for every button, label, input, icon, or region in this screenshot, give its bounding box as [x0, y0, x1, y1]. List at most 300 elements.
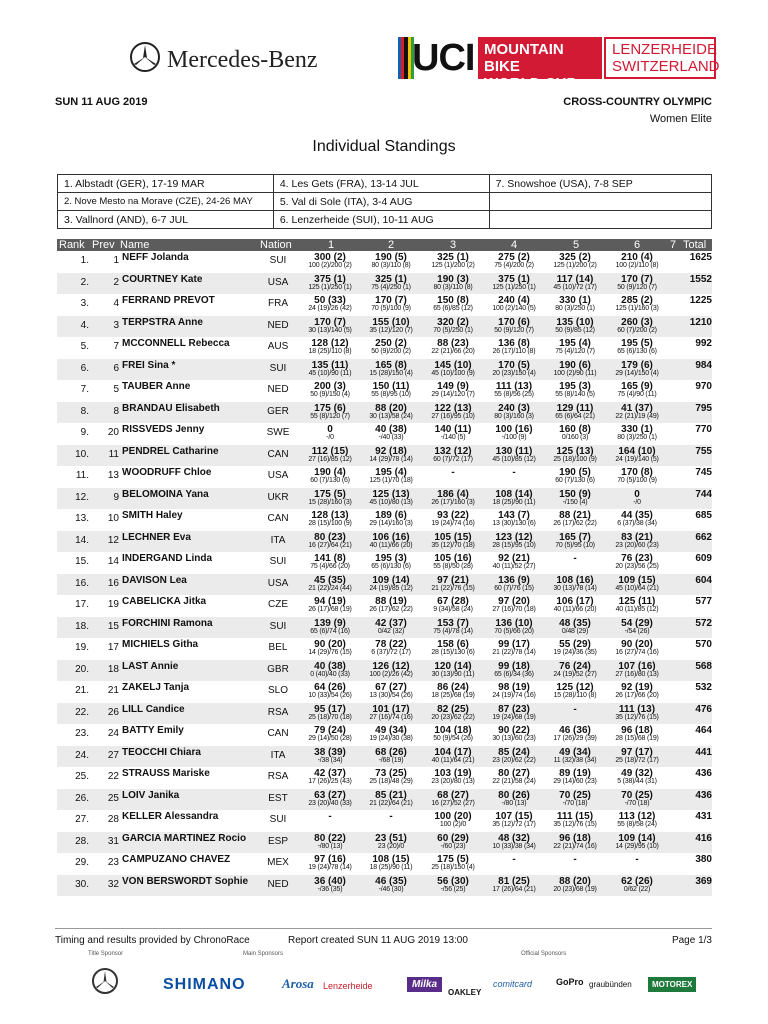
round-breakdown: 21 (22)/24 (44): [308, 584, 352, 592]
rank-cell: 20.: [75, 663, 89, 675]
prev-rank-cell: 27: [107, 749, 119, 761]
rider-name: VON BERSWORDT Sophie: [122, 875, 249, 887]
round-points: 149 (9): [437, 381, 469, 392]
round-points: 132 (12): [434, 445, 472, 457]
round-points: 125 (12): [556, 682, 594, 693]
round-breakdown: 20 (23)/56 (25): [615, 563, 659, 570]
round-breakdown: 29 (14)/50 (28): [308, 735, 352, 742]
rank-cell: 13.: [75, 513, 89, 524]
rank-cell: 18.: [75, 620, 89, 632]
round-breakdown: 27 (16)/85 (12): [308, 455, 352, 463]
venue-cell: [489, 193, 711, 211]
rank-cell: 21.: [75, 685, 89, 696]
round-breakdown: 16 (27)/52 (27): [431, 799, 475, 807]
rider-name: STRAUSS Mariske: [122, 768, 210, 779]
total-points: 609: [695, 553, 712, 564]
total-points: 685: [695, 510, 712, 521]
category: Women Elite: [649, 113, 712, 125]
table-row: [57, 746, 712, 768]
round-points: 190 (3): [437, 273, 469, 285]
round-points: 170 (8): [621, 467, 653, 478]
prev-rank-cell: 10: [107, 513, 119, 524]
round-points: 160 (8): [559, 424, 591, 435]
nation-cell: SWE: [266, 427, 290, 438]
round-breakdown: 65 (6)/74 (16): [310, 627, 350, 635]
venue-cell: 5. Val di Sole (ITA), 3-4 AUG: [273, 193, 489, 211]
round-points: 92 (18): [375, 445, 407, 457]
nation-cell: SUI: [269, 620, 287, 632]
round-points: 79 (24): [314, 725, 346, 736]
round-points: 123 (12): [495, 531, 533, 543]
round-breakdown: 15 (28)/160 (3): [308, 498, 352, 506]
round-points: 190 (6): [559, 359, 591, 371]
rank-cell: 7.: [80, 384, 89, 395]
rank-cell: 12.: [75, 491, 89, 503]
round-breakdown: 100 (2)/90 (11): [553, 369, 597, 377]
nation-cell: NED: [267, 878, 289, 890]
table-row: [57, 294, 712, 316]
round-points: 97 (16): [314, 854, 346, 865]
rank-cell: 5.: [80, 341, 89, 352]
rider-name: ZAKELJ Tanja: [122, 682, 190, 693]
table-row: [57, 251, 712, 273]
standings-header: [57, 239, 712, 251]
venue-cell: 1. Albstadt (GER), 17-19 MAR: [58, 175, 274, 193]
round-points: 330 (1): [559, 295, 591, 306]
prev-rank-cell: 13: [107, 470, 119, 481]
rider-name: RISSVEDS Jenny: [122, 424, 205, 435]
round-points: 175 (5): [314, 488, 346, 500]
table-row: [57, 337, 712, 359]
round-points: 67 (28): [437, 596, 469, 607]
round-points: 99 (17): [498, 639, 530, 650]
round-points: 105 (16): [434, 553, 472, 564]
round-breakdown: 50 (9)/85 (12): [555, 326, 595, 334]
round-breakdown: 100 (2)/140 (5): [492, 305, 536, 312]
total-points: 744: [695, 488, 712, 500]
total-points: 441: [695, 746, 712, 758]
round-breakdown: 27 (16)/95 (10): [431, 412, 475, 420]
round-points: 108 (14): [495, 488, 533, 500]
round-points: 128 (13): [311, 510, 349, 521]
round-breakdown: 30 (13)/58 (24): [369, 412, 413, 420]
round-points: 92 (19): [621, 682, 653, 693]
round-points: 97 (21): [437, 574, 469, 586]
round-points: 240 (3): [498, 402, 530, 414]
round-points: 106 (16): [372, 531, 410, 543]
round-points: 96 (18): [621, 725, 653, 736]
round-points: 136 (9): [498, 574, 530, 586]
round-points: 106 (17): [556, 596, 594, 607]
prev-rank-cell: 26: [107, 706, 119, 718]
round-breakdown: 60 (7)/130 (6): [555, 477, 595, 484]
round-points: 86 (24): [437, 682, 469, 693]
round-breakdown: 70 (5)/250 (1): [433, 326, 473, 334]
rider-name: LOIV Janika: [122, 789, 180, 801]
round-points: 44 (35): [621, 510, 653, 521]
round-breakdown: -/54 (26): [624, 627, 650, 635]
round-points: 49 (34): [559, 746, 591, 758]
round-points: 83 (21): [621, 531, 653, 543]
round-points: 179 (6): [621, 359, 653, 371]
round-breakdown: 75 (4)/78 (14): [433, 627, 473, 635]
round-points: 88 (21): [559, 510, 591, 521]
round-breakdown: 22 (21)/74 (16): [553, 842, 597, 850]
round-points: 49 (32): [621, 768, 653, 779]
round-breakdown: 0 (40)/40 (33): [310, 670, 350, 678]
round-breakdown: 0/62 (22): [623, 885, 651, 893]
round-breakdown: 70 (5)/95 (10): [555, 541, 595, 549]
prev-rank-cell: 18: [107, 663, 119, 675]
round-points: 141 (8): [314, 553, 346, 564]
round-points: 136 (10): [495, 617, 533, 629]
venue-cell: 3. Vallnord (AND), 6-7 JUL: [58, 211, 274, 229]
round-points: 109 (14): [618, 832, 656, 844]
round-breakdown: 27 (16)/70 (18): [492, 606, 536, 613]
round-points: 76 (24): [559, 660, 591, 672]
round-breakdown: 80 (3)/160 (3): [494, 412, 534, 420]
round-points: -: [328, 811, 332, 822]
rider-name: SMITH Haley: [122, 510, 183, 521]
round-points: 170 (7): [375, 295, 407, 306]
table-row: [57, 875, 712, 897]
round-points: 62 (26): [621, 875, 653, 887]
table-row: [57, 380, 712, 402]
total-points: 795: [695, 402, 712, 414]
round-breakdown: 55 (8)/50 (28): [433, 563, 473, 570]
round-breakdown: 26 (17)/160 (3): [431, 498, 475, 506]
round-points: 165 (9): [621, 381, 653, 392]
table-row: [57, 488, 712, 510]
nation-cell: CAN: [267, 448, 289, 460]
arosa-logo: Arosa: [282, 976, 314, 991]
venue-table: [57, 174, 712, 229]
round-points: 80 (27): [498, 768, 530, 779]
round-breakdown: 65 (6)/130 (6): [617, 348, 657, 355]
round-points: 158 (6): [437, 639, 469, 650]
round-points: 135 (10): [556, 316, 594, 328]
round-breakdown: 125 (1)/70 (18): [369, 477, 413, 484]
nation-cell: GER: [267, 405, 289, 417]
rank-cell: 19.: [75, 642, 89, 653]
round-points: 68 (26): [375, 746, 407, 758]
round-breakdown: 21 (22)/64 (21): [369, 799, 413, 807]
round-breakdown: 24 (19)/85 (12): [369, 584, 413, 592]
round-breakdown: 27 (16)/80 (13): [615, 670, 659, 678]
prev-rank-cell: 4: [113, 298, 119, 309]
table-row: [57, 638, 712, 660]
nation-cell: CAN: [267, 728, 289, 739]
table-row: [57, 767, 712, 789]
round-breakdown: 75 (4)/250 (1): [371, 283, 411, 291]
rank-cell: 29.: [75, 857, 89, 868]
round-breakdown: 80 (3)/110 (8): [433, 283, 473, 291]
round-breakdown: 0/42 (32): [377, 627, 405, 635]
round-points: 107 (15): [495, 811, 533, 822]
round-points: 41 (37): [621, 402, 653, 414]
rank-cell: 26.: [75, 792, 89, 804]
rider-name: MICHIELS Githa: [122, 639, 199, 650]
round-points: 130 (11): [495, 445, 533, 457]
rank-cell: 14.: [75, 534, 89, 546]
round-points: 153 (7): [437, 617, 469, 629]
round-breakdown: 13 (30)/54 (26): [369, 692, 413, 699]
round-breakdown: 70 (5)/66 (20): [494, 627, 534, 635]
total-points: 572: [695, 617, 712, 629]
round-points: 107 (16): [618, 660, 656, 672]
total-points: 770: [695, 424, 712, 435]
round-breakdown: 100 (2)/200 (2): [308, 262, 352, 269]
round-points: 320 (2): [437, 316, 469, 328]
round-breakdown: 17 (26)/29 (39): [553, 735, 597, 742]
round-points: 210 (4): [621, 252, 653, 263]
round-breakdown: 35 (12)/70 (18): [431, 541, 475, 549]
round-breakdown: 28 (15)/68 (19): [615, 735, 659, 742]
nation-cell: NED: [267, 319, 289, 331]
round-breakdown: 40 (11)/64 (21): [431, 756, 475, 764]
round-breakdown: 50 (9)/120 (7): [617, 283, 657, 291]
rider-name: FERRAND PREVOT: [122, 295, 215, 306]
round-breakdown: 125 (1)/200 (2): [431, 262, 475, 269]
total-points: 1552: [689, 273, 712, 285]
table-row: [57, 832, 712, 854]
rank-cell: 2.: [80, 276, 89, 288]
round-breakdown: 22 (21)/66 (20): [431, 348, 475, 355]
rider-name: TEOCCHI Chiara: [122, 746, 201, 758]
round-points: 129 (11): [556, 402, 594, 414]
venue-logo: LENZERHEIDE SWITZERLAND: [604, 37, 716, 79]
round-breakdown: 18 (25)/68 (19): [431, 692, 475, 699]
round-points: 89 (19): [559, 768, 591, 779]
round-points: 275 (2): [498, 252, 530, 263]
round-breakdown: -/140 (5): [440, 434, 466, 441]
total-points: 436: [695, 768, 712, 779]
round-breakdown: 19 (24)/30 (38): [369, 735, 413, 742]
round-points: 330 (1): [621, 424, 653, 435]
total-points: 1210: [689, 316, 712, 328]
prev-rank-cell: 23: [107, 857, 119, 868]
round-points: 170 (7): [621, 273, 653, 285]
round-points: 90 (20): [314, 639, 346, 650]
footer: [55, 928, 712, 946]
prev-rank-cell: 14: [107, 556, 119, 567]
round-points: 136 (8): [498, 338, 530, 349]
rider-name: LECHNER Eva: [122, 531, 191, 543]
round-breakdown: 40 (11)/66 (20): [553, 606, 597, 613]
rank-cell: 23.: [75, 728, 89, 739]
round-breakdown: 100 (2)/110 (8): [615, 262, 659, 269]
round-points: 92 (21): [498, 553, 530, 564]
rank-cell: 4.: [80, 319, 89, 331]
nation-cell: USA: [267, 470, 289, 481]
round-points: 195 (4): [559, 338, 591, 349]
round-breakdown: 80 (3)/250 (1): [555, 305, 595, 312]
mercedes-star-icon: [130, 42, 160, 72]
table-row: [57, 617, 712, 639]
round-breakdown: 20 (23)/150 (4): [492, 369, 536, 377]
round-points: 145 (10): [434, 359, 472, 371]
round-points: 50 (33): [314, 295, 346, 306]
round-points: 113 (12): [618, 811, 656, 822]
round-points: 125 (11): [618, 596, 656, 607]
nation-cell: EST: [268, 792, 288, 804]
col-rank: Rank: [59, 239, 85, 251]
round-breakdown: 45 (10)/64 (21): [615, 584, 659, 592]
round-breakdown: 20 (23)/68 (19): [553, 885, 597, 893]
round-points: 375 (1): [498, 273, 530, 285]
round-breakdown: 14 (29)/95 (10): [615, 842, 659, 850]
nation-cell: SUI: [269, 255, 287, 266]
comitcard-logo: comitcard: [493, 979, 533, 989]
total-points: 745: [695, 467, 712, 478]
round-points: 186 (4): [437, 488, 469, 500]
round-breakdown: 6 (37)/72 (17): [371, 649, 411, 656]
table-row: [57, 789, 712, 811]
rider-name: GARCIA MARTINEZ Rocio: [122, 832, 247, 844]
round-points: 165 (7): [559, 531, 591, 543]
round-points: 135 (11): [311, 359, 349, 371]
table-row: [57, 574, 712, 596]
round-points: 54 (29): [621, 617, 653, 629]
rider-name: WOODRUFF Chloe: [122, 467, 212, 478]
prev-rank-cell: 31: [107, 835, 119, 847]
round-breakdown: 125 (1)/200 (2): [553, 262, 597, 269]
rider-name: LAST Annie: [122, 660, 179, 672]
title-sponsor-label: Title Sponsor: [88, 951, 124, 957]
round-breakdown: 18 (25)/110 (8): [308, 348, 352, 355]
col-nation: Nation: [260, 239, 292, 251]
nation-cell: BEL: [268, 642, 288, 653]
round-points: 325 (2): [559, 252, 591, 263]
round-points: 117 (14): [556, 273, 594, 285]
round-breakdown: 18 (25)/90 (11): [492, 498, 536, 506]
round-breakdown: 23 (20)/60 (23): [615, 541, 659, 549]
round-breakdown: 19 (24)/78 (14): [308, 864, 352, 871]
round-breakdown: 18 (25)/90 (11): [369, 864, 413, 871]
col-r6: 6: [634, 239, 641, 251]
table-row: [57, 853, 712, 875]
round-points: 139 (9): [314, 617, 346, 629]
round-points: 56 (30): [437, 875, 469, 887]
rider-name: BRANDAU Elisabeth: [122, 402, 220, 414]
round-breakdown: 50 (9)/120 (7): [494, 326, 534, 334]
round-breakdown: 27 (16)/74 (16): [369, 713, 413, 721]
round-points: 48 (32): [498, 832, 530, 844]
round-points: 88 (20): [559, 875, 591, 887]
main-sponsors-label: Main Sponsors: [243, 951, 284, 957]
lenzerheide-logo: Lenzerheide: [323, 981, 373, 991]
round-breakdown: 16 (27)/74 (16): [615, 649, 659, 656]
round-breakdown: 60 (7)/76 (15): [494, 584, 534, 592]
round-points: 46 (36): [559, 725, 591, 736]
prev-rank-cell: 21: [107, 685, 119, 696]
round-points: 108 (16): [556, 574, 594, 586]
nation-cell: AUS: [267, 341, 289, 352]
rank-cell: 3.: [80, 298, 89, 309]
round-breakdown: -/70 (18): [624, 799, 650, 807]
venue-cell: 4. Les Gets (FRA), 13-14 JUL: [273, 175, 489, 193]
round-breakdown: 75 (4)/66 (20): [310, 563, 350, 570]
total-points: 604: [695, 574, 712, 586]
round-points: 120 (14): [434, 660, 472, 672]
round-points: 64 (26): [314, 682, 346, 693]
table-row: [57, 552, 712, 574]
col-prev: Prev: [92, 239, 115, 251]
round-breakdown: 26 (17)/62 (22): [553, 520, 597, 527]
round-breakdown: 55 (8)/140 (5): [555, 391, 595, 398]
round-breakdown: 60 (7)/200 (2): [617, 326, 657, 334]
round-points: 195 (4): [375, 467, 407, 478]
round-breakdown: -/36 (35): [317, 885, 343, 893]
rider-name: CAMPUZANO CHAVEZ: [122, 854, 231, 865]
rider-name: DAVISON Lea: [122, 574, 187, 586]
col-r2: 2: [388, 239, 395, 251]
round-points: 42 (37): [314, 768, 346, 779]
round-breakdown: 29 (14)/150 (4): [615, 369, 659, 377]
rank-cell: 11.: [75, 470, 89, 481]
nation-cell: RSA: [267, 706, 289, 718]
rider-name: PENDREL Catharine: [122, 445, 219, 457]
round-points: 67 (27): [375, 682, 407, 693]
rank-cell: 17.: [75, 599, 89, 610]
round-points: 45 (35): [314, 574, 346, 586]
round-breakdown: 29 (14)/120 (7): [431, 391, 475, 398]
round-breakdown: 21 (22)/76 (15): [431, 584, 475, 592]
table-row: [57, 359, 712, 381]
prev-rank-cell: 12: [107, 534, 119, 546]
rider-name: INDERGAND Linda: [122, 553, 212, 564]
round-points: 164 (10): [618, 445, 656, 457]
rank-cell: 6.: [80, 362, 89, 374]
round-breakdown: 30 (13)/60 (23): [492, 735, 536, 742]
round-points: 125 (13): [372, 488, 410, 500]
round-points: 94 (19): [314, 596, 346, 607]
round-breakdown: 40 (11)/66 (20): [369, 541, 413, 549]
rider-name: KELLER Alessandra: [122, 811, 219, 822]
table-row: [57, 509, 712, 531]
round-points: 85 (21): [375, 789, 407, 801]
col-r5: 5: [573, 239, 580, 251]
round-breakdown: 25 (18)/150 (4): [431, 864, 475, 871]
nation-cell: SUI: [269, 556, 287, 567]
round-points: 140 (11): [434, 424, 472, 435]
round-breakdown: 65 (6)/34 (36): [494, 670, 534, 678]
round-points: 300 (2): [314, 252, 346, 263]
total-points: 476: [695, 703, 712, 715]
round-points: 60 (29): [437, 832, 469, 844]
round-breakdown: 100 (2)/0: [439, 821, 467, 828]
page-number: Page 1/3: [671, 935, 712, 946]
round-points: 80 (23): [314, 531, 346, 543]
event-name: CROSS-COUNTRY OLYMPIC: [563, 96, 712, 108]
rank-cell: 8.: [80, 405, 89, 417]
round-points: 63 (27): [314, 789, 346, 801]
rank-cell: 15.: [75, 556, 89, 567]
venue-cell: 7. Snowshoe (USA), 7-8 SEP: [489, 175, 711, 193]
round-points: 97 (17): [621, 746, 653, 758]
round-points: 190 (4): [314, 467, 346, 478]
round-breakdown: 28 (15)/130 (6): [431, 649, 475, 656]
round-breakdown: 23 (20)/0: [377, 842, 405, 850]
round-points: 82 (25): [437, 703, 469, 715]
prev-rank-cell: 16: [107, 577, 119, 589]
round-points: 143 (7): [498, 510, 530, 521]
round-points: 0: [634, 488, 640, 500]
prev-rank-cell: 1: [113, 255, 119, 266]
round-points: -: [389, 811, 393, 822]
round-breakdown: 55 (8)/56 (25): [494, 391, 534, 398]
table-row: [57, 466, 712, 488]
